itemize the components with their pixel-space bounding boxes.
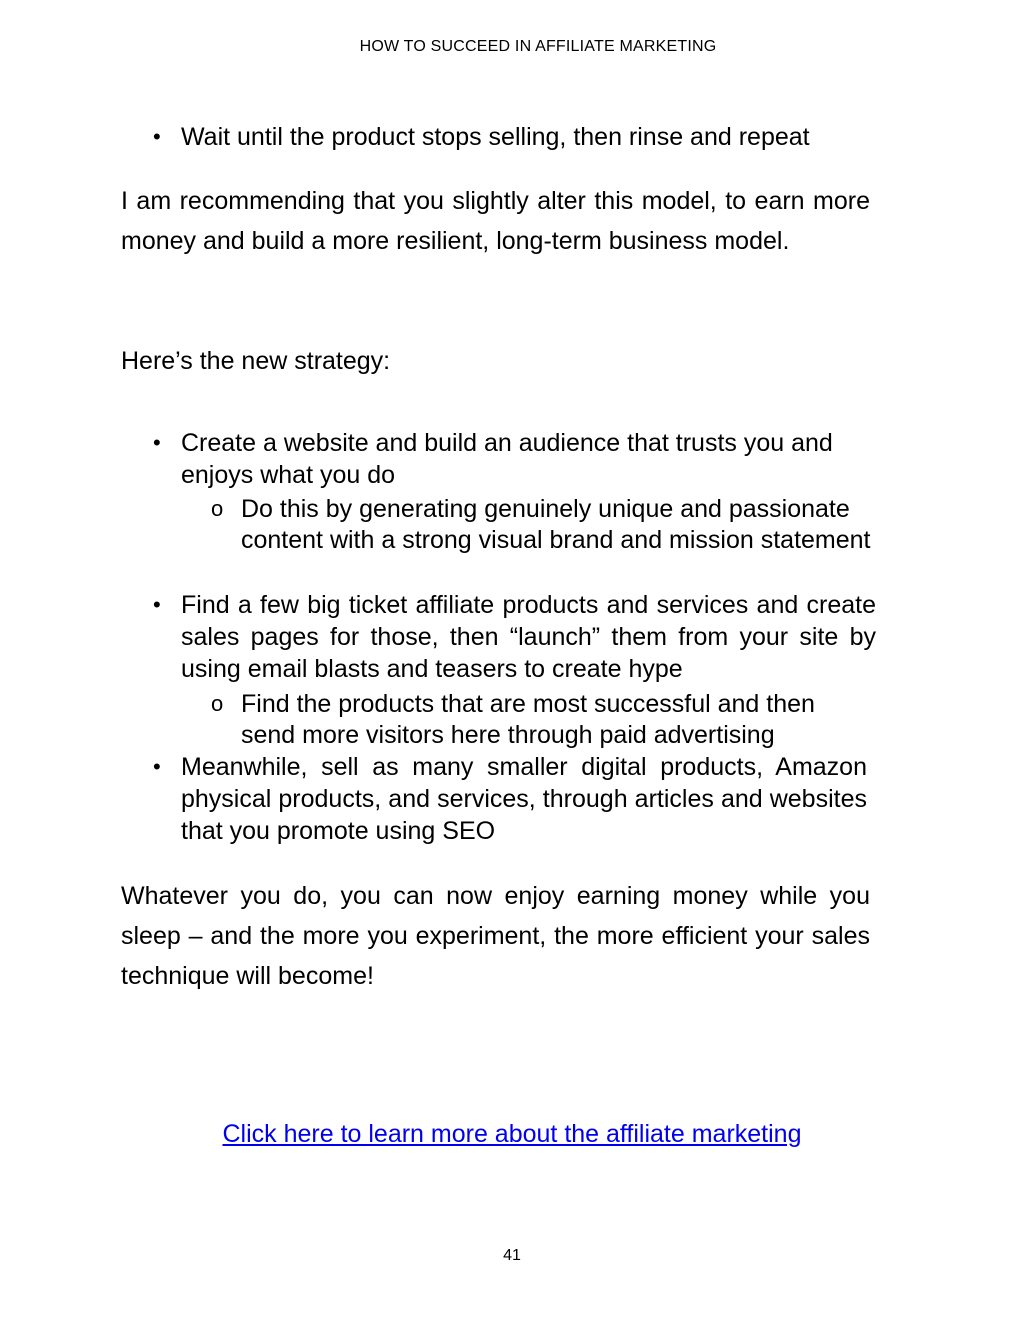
list-item-big-ticket	[153, 589, 876, 685]
bullet-dot-icon: •	[153, 754, 161, 779]
strategy-intro: Here’s the new strategy:	[121, 347, 391, 375]
list-item-rinse-repeat	[153, 121, 881, 153]
bullet-dot-icon: •	[153, 430, 161, 455]
sublist-item-text: Find the products that are most successful and then send more visitors here through paid advertising	[241, 690, 815, 749]
running-header: HOW TO SUCCEED IN AFFILIATE MARKETING	[359, 38, 717, 55]
bullet-dot-icon: •	[153, 124, 161, 149]
recommendation-paragraph: I am recommending that you slightly alter this model, to earn more money and build a more resilient, long-term business model.	[121, 187, 870, 255]
bullet-dot-icon: •	[153, 592, 161, 617]
sublist-item-unique-content	[211, 494, 896, 555]
learn-more-link-container	[0, 1120, 1024, 1149]
list-item-text: Wait until the product stops selling, then rinse and repeat	[181, 123, 810, 151]
hollow-bullet-icon: o	[211, 496, 224, 521]
conclusion-paragraph: Whatever you do, you can now enjoy earning money while you sleep – and the more you experiment, the more efficient your sales technique will become!	[121, 882, 870, 990]
list-item-text: Meanwhile, sell as many smaller digital products, Amazon physical products, and services, through articles and websites that you promote using SEO	[181, 753, 867, 845]
sublist-item-paid-advertising	[211, 689, 871, 750]
list-item-text: Find a few big ticket affiliate products and services and create sales pages for those, then “launch” them from your site by using email blasts and teasers to create hype	[181, 591, 876, 683]
sublist-item-text: Do this by generating genuinely unique and passionate content with a strong visual brand and mission statement	[241, 495, 871, 554]
list-item-create-website	[153, 427, 881, 491]
hollow-bullet-icon: o	[211, 691, 224, 716]
page-number: 41	[503, 1247, 521, 1264]
list-item-text: Create a website and build an audience that trusts you and enjoys what you do	[181, 429, 833, 489]
learn-more-link[interactable]: Click here to learn more about the affiliate marketing	[222, 1120, 802, 1148]
list-item-smaller-products	[153, 751, 867, 847]
